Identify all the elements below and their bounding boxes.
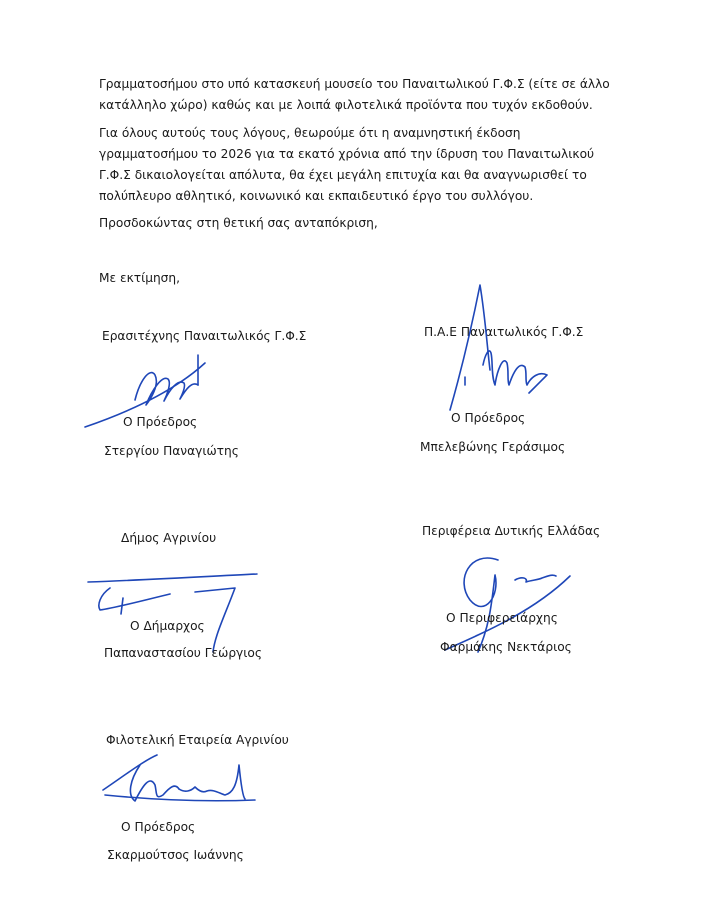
signatory-name: Μπελεβώνης Γεράσιμος: [420, 440, 566, 454]
handwritten-signature: [95, 745, 265, 815]
signatory-name: Στεργίου Παναγιώτης: [104, 444, 239, 458]
signatory-name: Φαρμάκης Νεκτάριος: [440, 640, 572, 654]
signatory-role: Ο Πρόεδρος: [451, 411, 526, 425]
signatory-organization: Περιφέρεια Δυτικής Ελλάδας: [422, 524, 601, 538]
signatory-organization: Ερασιτέχνης Παναιτωλικός Γ.Φ.Σ: [102, 329, 307, 343]
signatory-organization: Π.Α.Ε Παναιτωλικός Γ.Φ.Σ: [424, 325, 584, 339]
body-paragraph-1: Γραμματοσήμου στο υπό κατασκευή μουσείο του Παναιτωλικού Γ.Φ.Σ (είτε σε άλλο κατάλληλο χώρο) καθώς και με λοιπά φιλοτελικά προϊόντα που τυχόν εκδοθούν.: [99, 77, 610, 112]
signatory-name: Σκαρμούτσος Ιωάννης: [107, 848, 244, 862]
signatory-role: Ο Περιφερειάρχης: [446, 611, 558, 625]
handwritten-signature: [445, 275, 560, 415]
body-paragraph-2: Για όλους αυτούς τους λόγους, θεωρούμε ότι η αναμνηστική έκδοση γραμματοσήμου το 2026 για τα εκατό χρόνια από την ίδρυση του Παναιτωλικού Γ.Φ.Σ δικαιολογείται απόλυτα, θα έχει μεγάλη επιτυχία και θα αναγνωρισθεί το πολύπλευρο αθλητικό, κοινωνικό και εκπαιδευτικό έργο του συλλόγου.: [99, 126, 595, 203]
signatory-role: Ο Πρόεδρος: [123, 415, 198, 429]
signatory-role: Ο Δήμαρχος: [130, 619, 205, 633]
closing-line: Με εκτίμηση,: [99, 271, 181, 285]
signatory-name: Παπαναστασίου Γεώργιος: [104, 646, 263, 660]
signatory-organization: Δήμος Αγρινίου: [121, 531, 217, 545]
body-paragraph-3: Προσδοκώντας στη θετική σας ανταπόκριση,: [99, 216, 378, 230]
signatory-organization: Φιλοτελική Εταιρεία Αγρινίου: [106, 733, 289, 747]
signatory-role: Ο Πρόεδρος: [121, 820, 196, 834]
